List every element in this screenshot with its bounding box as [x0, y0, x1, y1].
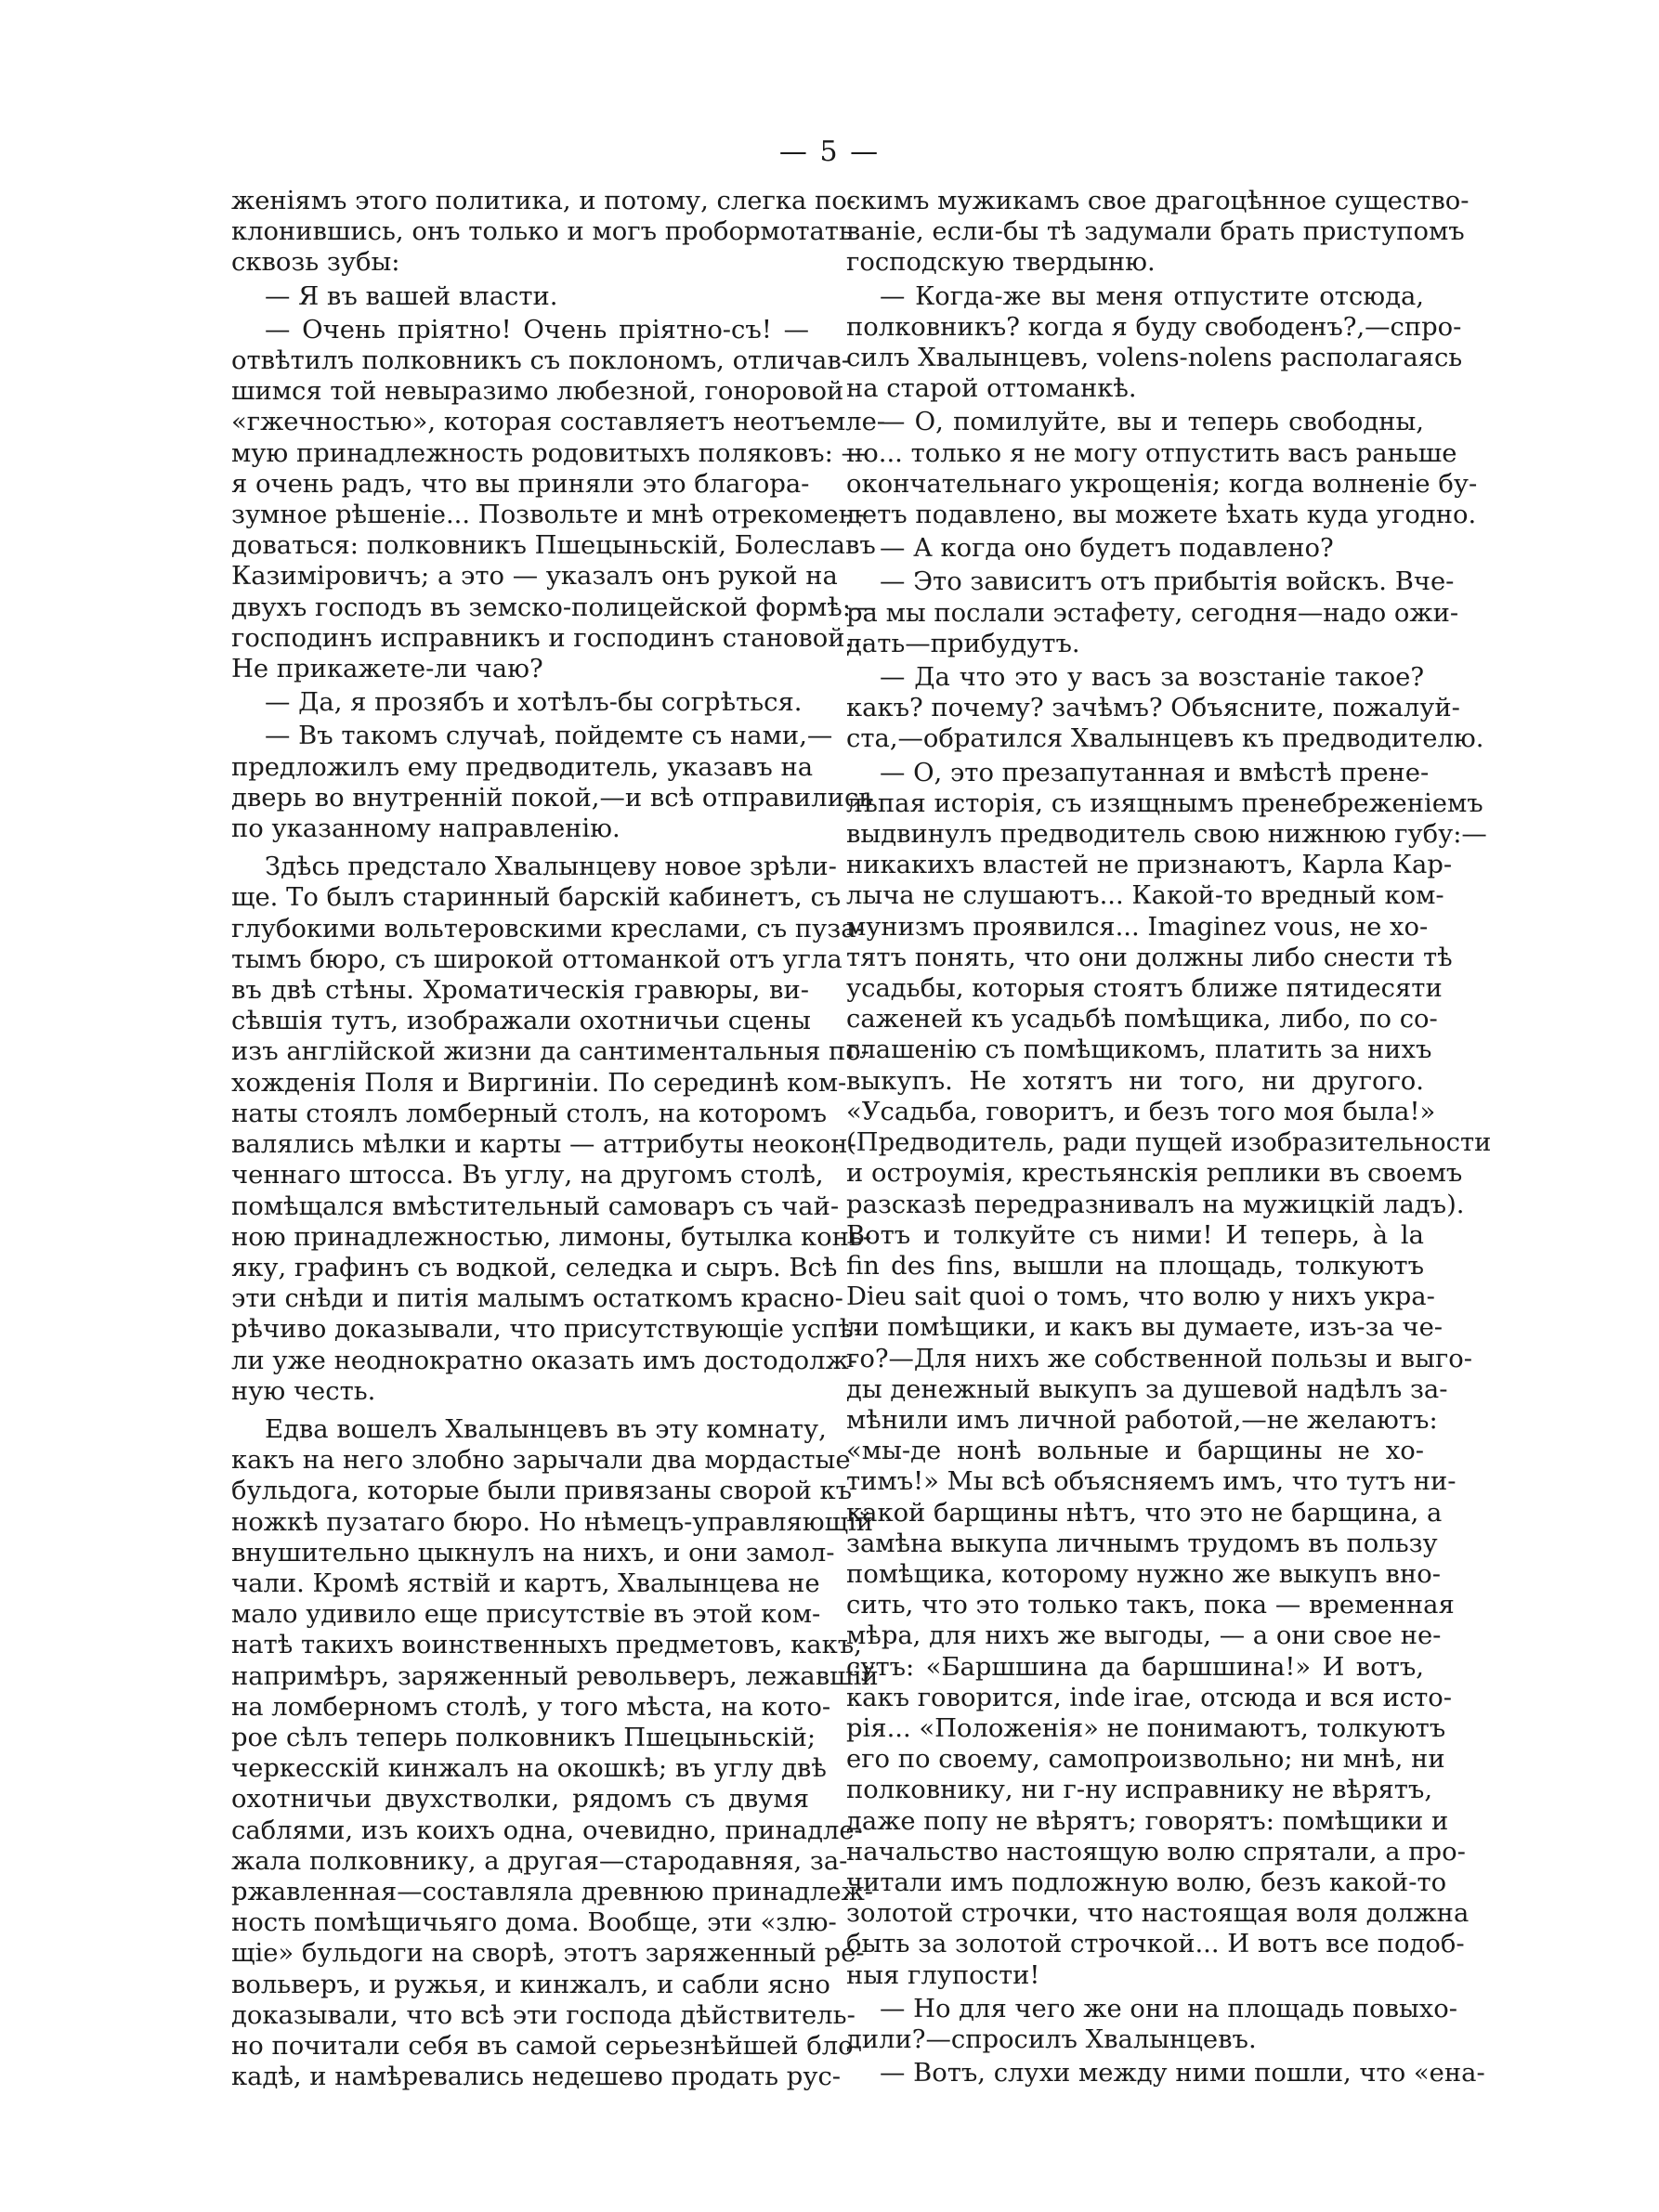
text-line: мунизмъ проявился... Imaginez vous, не хо- — [846, 912, 1429, 942]
text-line: жала полковнику, а другая—стародавняя, за- — [231, 1846, 848, 1876]
text-line: ра мы послали эстафету, сегодня—надо ожи- — [846, 598, 1459, 628]
text-line: лѣпая исторія, съ изящнымъ пренебреженіемъ — [846, 788, 1483, 818]
text-line: чали. Кромѣ яствій и картъ, Хвалынцева не — [231, 1568, 820, 1598]
paragraph — [231, 186, 856, 279]
text-line: — Да, я прозябъ и хотѣлъ-бы согрѣться. — [265, 688, 803, 718]
text-line: глубокими вольтеровскими креслами, съ пуза- — [231, 914, 865, 943]
text-line: скимъ мужикамъ свое драгоцѣнное существо- — [846, 187, 1470, 215]
text-line: тимъ!» Мы всѣ объясняемъ имъ, что тутъ ни- — [846, 1467, 1457, 1497]
text-line: шимся той невыразимо любезной, гоноровой — [231, 377, 844, 407]
text-line: — Да что это у васъ за возстаніе такое? — [880, 663, 1424, 693]
text-line: — О, помилуйте, вы и теперь свободны, — [880, 408, 1424, 437]
text-line: яку, графинъ съ водкой, селедка и сыръ. Всѣ — [231, 1253, 838, 1282]
text-line: но почитали себя въ самой серьезнѣйшей бло- — [231, 2031, 862, 2061]
text-line: — Очень пріятно! Очень пріятно-съ! — — [265, 315, 809, 345]
text-line: предложилъ ему предводитель, указавъ на — [231, 752, 814, 782]
text-line: «мы-де нонѣ вольные и барщины не хо- — [846, 1437, 1424, 1466]
text-line: какой барщины нѣтъ, что это не барщина, а — [846, 1498, 1443, 1528]
text-line: женіямъ этого политика, и потому, слегка по- — [231, 187, 856, 215]
text-line: рѣчиво доказывали, что присутствующіе успѣ- — [231, 1315, 863, 1345]
text-line: никакихъ властей не признаютъ, Карла Кар- — [846, 851, 1453, 880]
text-line: — А когда оно будетъ подавлено? — [880, 534, 1334, 564]
text-line: Вотъ и толкуйте съ ними! И теперь, à la — [846, 1220, 1424, 1250]
text-line: ще. То былъ старинный барскій кабинетъ, съ — [231, 883, 842, 913]
text-line: помѣщался вмѣстительный самоваръ съ чай- — [231, 1191, 840, 1221]
text-line: рое сѣлъ теперь полковникъ Пшецыньскій; — [231, 1723, 816, 1752]
paragraph — [846, 2058, 1485, 2088]
text-line: щіе» бульдоги на сворѣ, этотъ заряженный ре- — [231, 1939, 865, 1969]
paragraph — [846, 566, 1459, 659]
text-line: охотничьи двухстволки, рядомъ съ двумя — [231, 1785, 809, 1815]
text-line: го?—Для нихъ же собственной пользы и выго- — [846, 1344, 1472, 1373]
paragraph — [231, 1414, 879, 2092]
text-line: Здѣсь предстало Хвалынцеву новое зрѣли- — [265, 852, 837, 882]
text-line: какъ говорится, inde irae, отсюда и вся исто- — [846, 1683, 1453, 1712]
text-line: мало удивило еще присутствіе въ этой ком- — [231, 1600, 821, 1630]
text-line: (Предводитель, ради пущей изобразительности — [846, 1128, 1492, 1158]
text-line: разсказѣ передразнивалъ на мужицкій ладъ). — [846, 1190, 1465, 1219]
text-line: усадьбы, которыя стоятъ ближе пятидесяти — [846, 974, 1443, 1004]
text-line: мѣра, для нихъ же выгоды, — а они свое не- — [846, 1621, 1442, 1651]
text-line: натѣ такихъ воинственныхъ предметовъ, какъ, — [231, 1631, 862, 1660]
text-line: какъ? почему? зачѣмъ? Объясните, пожалуй- — [846, 694, 1460, 723]
paragraph — [846, 758, 1492, 1991]
text-line: саблями, изъ коихъ одна, очевидно, принадле- — [231, 1815, 863, 1845]
text-line: fin des fins, вышли на площадь, толкуютъ — [846, 1251, 1424, 1281]
text-line: кадѣ, и намѣревались недешево продать рус- — [231, 2062, 842, 2092]
text-line: зумное рѣшеніе... Позвольте и мнѣ отрекомен- — [231, 501, 865, 530]
paragraph — [846, 281, 1463, 405]
text-line: «гжечностью», которая составляетъ неотъемле- — [231, 408, 886, 437]
text-line: на ломберномъ столѣ, у того мѣста, на кото- — [231, 1692, 831, 1722]
text-line: — Въ такомъ случаѣ, пойдемте съ нами,— — [265, 722, 833, 751]
text-line: окончательнаго укрощенія; когда волненіе бу- — [846, 469, 1478, 499]
text-line: дили?—спросилъ Хвалынцевъ. — [846, 2024, 1257, 2054]
text-line: я очень радъ, что вы приняли это благора- — [231, 469, 810, 499]
text-line: напримѣръ, заряженный револьверъ, лежавшій — [231, 1661, 879, 1691]
text-line: мую принадлежность родовитыхъ поляковъ: — — [231, 438, 867, 468]
text-line: ною принадлежностью, лимоны, бутылка конь- — [231, 1222, 872, 1252]
text-line: сквозь зубы: — [231, 248, 400, 278]
text-line: — О, это презапутанная и вмѣстѣ прене- — [880, 758, 1430, 787]
paragraph — [231, 315, 886, 684]
text-line: ваніе, если-бы тѣ задумали брать приступомъ — [846, 217, 1465, 247]
text-line: какъ на него злобно зарычали два мордастые — [231, 1446, 851, 1476]
text-line: по указанному направленію. — [231, 814, 620, 844]
text-line: — Когда-же вы меня отпустите отсюда, — [880, 281, 1424, 311]
text-line: Не прикажете-ли чаю? — [231, 655, 543, 684]
paragraph — [231, 852, 872, 1407]
text-line: сѣвшія тутъ, изображали охотничьи сцены — [231, 1007, 811, 1036]
text-line: сить, что это только такъ, пока — временная — [846, 1591, 1455, 1620]
text-line: тятъ понять, что они должны либо снести тѣ — [846, 943, 1453, 972]
text-line: двухъ господъ въ земско-полицейской формѣ:— — [231, 592, 877, 622]
text-line: Dieu sait quoi о томъ, что волю у нихъ укра- — [846, 1282, 1435, 1312]
text-line: глашенію съ помѣщикомъ, платить за нихъ — [846, 1035, 1432, 1065]
text-line: быть за золотой строчкой... И вотъ все подоб- — [846, 1930, 1465, 1959]
text-line: ную честь. — [231, 1376, 376, 1406]
text-line: эти снѣди и питія малымъ остаткомъ красно- — [231, 1284, 843, 1314]
text-line: отвѣтилъ полковникъ съ поклономъ, отличав- — [231, 346, 851, 376]
text-line: даже попу не вѣрятъ; говорятъ: помѣщики и — [846, 1806, 1449, 1836]
text-line: ность помѣщичьяго дома. Вообще, эти «злю- — [231, 1908, 837, 1938]
text-line: — Это зависитъ отъ прибытія войскъ. Вче- — [880, 567, 1455, 597]
text-line: начальство настоящую волю спрятали, а про- — [846, 1837, 1466, 1867]
text-line: читали имъ подложную волю, безъ какой-то — [846, 1867, 1447, 1897]
text-line: — Вотъ, слухи между ними пошли, что «ена- — [880, 2059, 1485, 2088]
paragraph — [846, 1994, 1458, 2055]
text-line: и остроумія, крестьянскія реплики въ своемъ — [846, 1159, 1463, 1189]
text-line: наты стоялъ ломберный столъ, на которомъ — [231, 1099, 828, 1128]
text-line: валялись мѣлки и карты — аттрибуты неокон- — [231, 1130, 856, 1160]
text-line: вольверъ, и ружья, и кинжалъ, и сабли ясно — [231, 1970, 830, 1999]
text-line: «Усадьба, говоритъ, и безъ того моя была!» — [846, 1097, 1436, 1126]
text-line: дать—прибудутъ. — [846, 629, 1080, 658]
paragraph — [231, 281, 809, 312]
text-line: ченнаго штосса. Въ углу, на другомъ столѣ, — [231, 1161, 824, 1191]
text-line: Казиміровичъ; а это — указалъ онъ рукой на — [231, 562, 838, 592]
text-line: мѣнили имъ личной работой,—не желаютъ: — [846, 1405, 1438, 1435]
text-line: полковнику, ни г-ну исправнику не вѣрятъ, — [846, 1776, 1433, 1805]
text-line: золотой строчки, что настоящая воля должна — [846, 1899, 1470, 1929]
text-line: замѣна выкупа личнымъ трудомъ въ пользу — [846, 1529, 1438, 1558]
text-line: дверь во внутренній покой,—и всѣ отправились — [231, 783, 873, 813]
text-line: ды денежный выкупъ за душевой надѣлъ за- — [846, 1374, 1448, 1404]
text-line: детъ подавлено, вы можете ѣхать куда угодно. — [846, 501, 1477, 530]
text-line: полковникъ? когда я буду свободенъ?,—спро- — [846, 312, 1462, 342]
text-line: рія... «Положенія» не понимаютъ, толкуютъ — [846, 1713, 1446, 1743]
text-line: ста,—обратился Хвалынцевъ къ предводителю. — [846, 724, 1484, 754]
text-line: Едва вошелъ Хвалынцевъ въ эту комнату, — [265, 1414, 827, 1444]
text-line: саженей къ усадьбѣ помѣщика, либо, по со- — [846, 1005, 1438, 1034]
text-line: его по своему, самопроизвольно; ни мнѣ, ни — [846, 1745, 1445, 1775]
text-line: доказывали, что всѣ эти господа дѣйствитель- — [231, 2000, 856, 2030]
text-line: хожденія Поля и Виргиніи. По серединѣ ком- — [231, 1068, 847, 1098]
paragraph — [231, 721, 873, 844]
text-line: лыча не слушаютъ... Какой-то вредный ком- — [846, 881, 1444, 911]
text-line: внушительно цыкнулъ на нихъ, и они замол- — [231, 1538, 835, 1568]
text-line: — Я въ вашей власти. — [265, 281, 558, 311]
text-line: въ двѣ стѣны. Хроматическія гравюры, ви- — [231, 976, 809, 1006]
paragraph — [231, 687, 809, 718]
text-line: ржавленная—составляла древнюю принадлеж- — [231, 1877, 874, 1906]
text-line: черкесскій кинжалъ на окошкѣ; въ углу двѣ — [231, 1754, 827, 1784]
text-line: сутъ: «Баршшина да баршшина!» И вотъ, — [846, 1652, 1424, 1682]
text-line: господскую твердыню. — [846, 248, 1156, 278]
text-line: выдвинулъ предводитель свою нижнюю губу:— — [846, 820, 1487, 850]
text-line: ныя глупости! — [846, 1960, 1040, 1990]
text-line: ножкѣ пузатаго бюро. Но нѣмецъ-управляющій — [231, 1507, 874, 1537]
text-line: доваться: полковникъ Пшецыньскій, Болеславъ — [231, 531, 876, 561]
paragraph — [846, 662, 1484, 755]
text-line: на старой оттоманкѣ. — [846, 374, 1137, 404]
text-line: но... только я не могу отпустить васъ раньше — [846, 438, 1457, 468]
text-line: тымъ бюро, съ широкой оттоманкой отъ угла — [231, 944, 843, 974]
text-line: изъ англійской жизни да сантиментальныя по- — [231, 1037, 870, 1067]
right-column — [846, 186, 1492, 2091]
page-number: — 5 — — [778, 136, 881, 168]
text-line: помѣщика, которому нужно же выкупъ вно- — [846, 1559, 1441, 1589]
text-line: ли уже неоднократно оказать имъ достодолж- — [231, 1346, 857, 1375]
text-line: клонившись, онъ только и могъ пробормотать — [231, 217, 853, 247]
left-column — [231, 186, 886, 2095]
text-line: бульдога, которые были привязаны сворой къ — [231, 1477, 853, 1506]
paragraph — [846, 186, 1470, 279]
paragraph — [846, 407, 1478, 530]
paragraph — [846, 533, 1424, 564]
text-line: — Но для чего же они на площадь повыхо- — [880, 1994, 1458, 2023]
text-line: силъ Хвалынцевъ, volens-nolens располагаясь — [846, 344, 1463, 373]
text-line: выкупъ. Не хотятъ ни того, ни другого. — [846, 1066, 1424, 1096]
text-line: ли помѣщики, и какъ вы думаете, изъ-за че- — [846, 1313, 1443, 1343]
text-line: господинъ исправникъ и господинъ становой... — [231, 623, 869, 653]
